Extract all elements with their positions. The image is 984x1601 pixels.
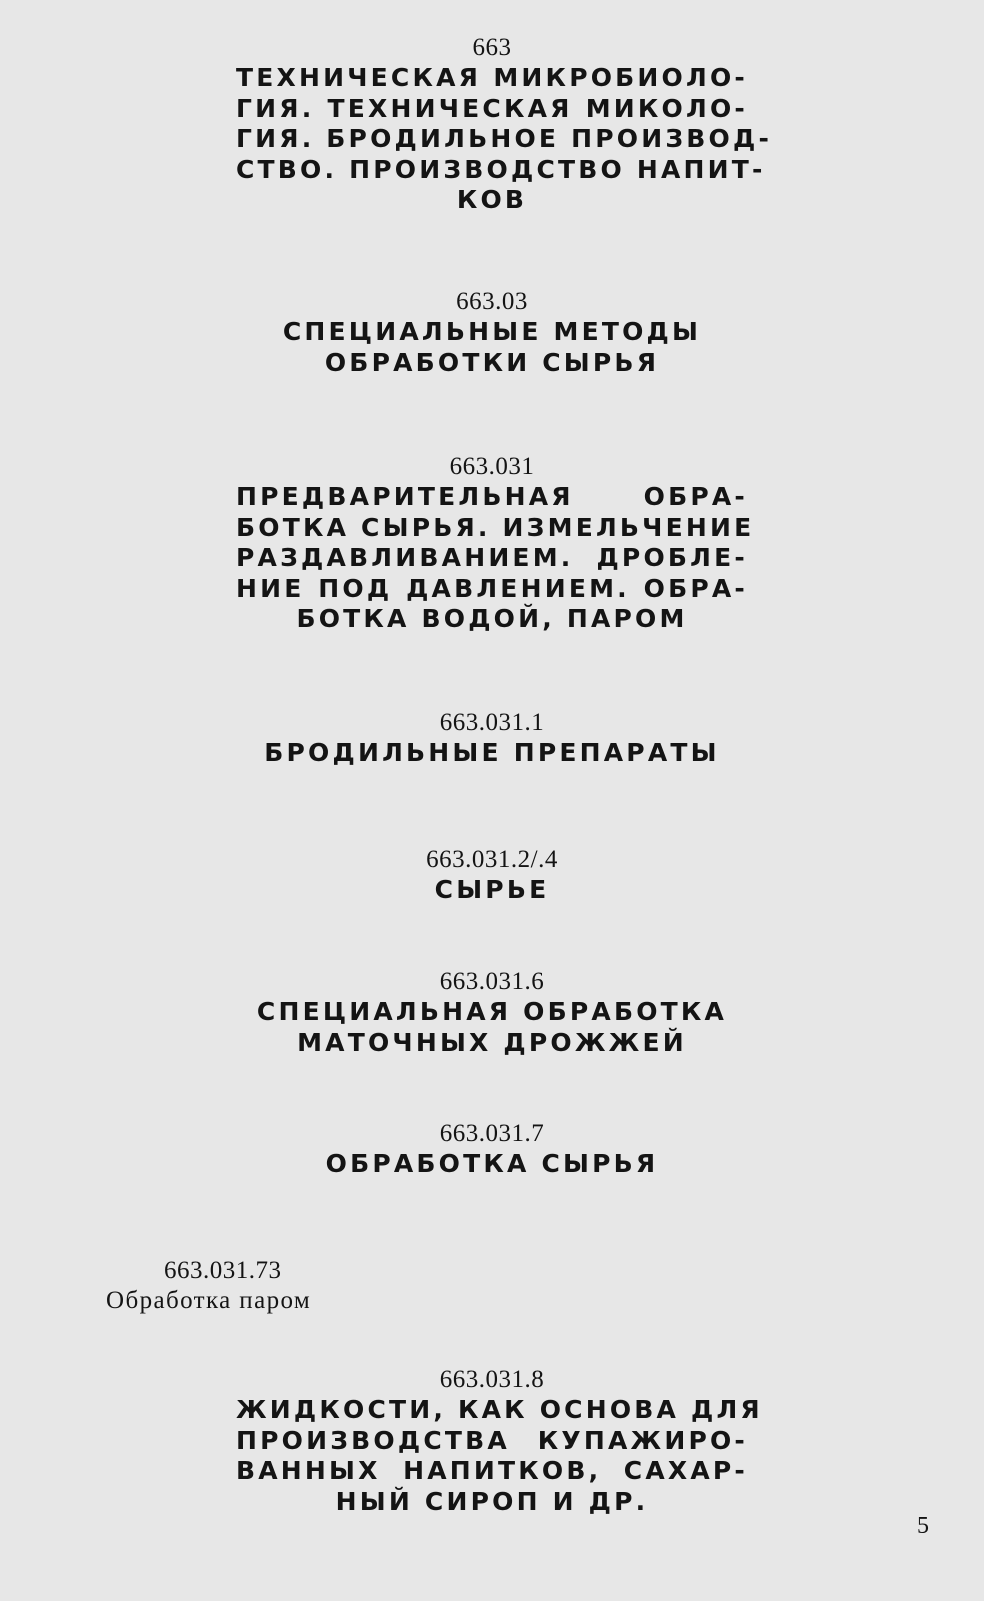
entry-heading: [192, 875, 792, 906]
entry-heading: [236, 1395, 763, 1517]
entry-663: [0, 33, 984, 216]
heading-line: БОТКА ВОДОЙ, ПАРОМ: [296, 604, 688, 633]
heading-line: ГИЯ. БРОДИЛЬНОЕ ПРОИЗВОД-: [236, 124, 773, 153]
entry-heading: [192, 738, 792, 769]
heading-line: КОВ: [456, 185, 528, 214]
heading-line: СПЕЦИАЛЬНАЯ ОБРАБОТКА: [256, 997, 728, 1026]
entry-code: 663.031.1: [439, 709, 545, 736]
entry-663-03: [0, 287, 984, 378]
entry-663-031-6: [0, 967, 984, 1058]
heading-line: ПРЕДВАРИТЕЛЬНАЯ ОБРА-: [236, 482, 748, 511]
entry-heading: [192, 997, 792, 1058]
heading-line: РАЗДАВЛИВАНИЕМ. ДРОБЛЕ-: [236, 543, 748, 572]
entry-663-031-8: [0, 1365, 984, 1517]
page-number: 5: [917, 1513, 929, 1539]
entry-heading: [192, 1149, 792, 1180]
entry-663-031-1: [0, 708, 984, 769]
entry-code: 663.031.2/.4: [426, 846, 558, 873]
heading-line: ПРОИЗВОДСТВА КУПАЖИРО-: [236, 1425, 748, 1455]
heading-line: БОТКА СЫРЬЯ. ИЗМЕЛЬЧЕНИЕ: [236, 512, 755, 542]
entry-663-031: [0, 452, 984, 635]
entry-code: 663.031: [449, 453, 535, 480]
entry-heading: [236, 482, 755, 635]
entry-code: 663.03: [456, 288, 528, 315]
heading-line: ГИЯ. ТЕХНИЧЕСКАЯ МИКОЛО-: [236, 93, 748, 123]
entry-663-031-73: [106, 1256, 426, 1316]
entry-code: 663.031.8: [439, 1366, 545, 1393]
entry-663-031-7: [0, 1119, 984, 1180]
heading-line: ОБРАБОТКА СЫРЬЯ: [325, 1149, 659, 1178]
heading-line: СПЕЦИАЛЬНЫЕ МЕТОДЫ: [282, 317, 702, 346]
entry-code: 663.031.6: [439, 968, 545, 995]
entry-text: Обработка паром: [106, 1287, 312, 1314]
heading-line: СЫРЬЕ: [434, 875, 550, 904]
heading-line: ТЕХНИЧЕСКАЯ МИКРОБИОЛО-: [236, 63, 748, 92]
heading-line: МАТОЧНЫХ ДРОЖЖЕЙ: [297, 1027, 687, 1057]
heading-line: ЖИДКОСТИ, КАК ОСНОВА ДЛЯ: [236, 1395, 763, 1424]
entry-code: 663.031.73: [164, 1257, 282, 1284]
heading-line: НЫЙ СИРОП И ДР.: [335, 1486, 649, 1516]
heading-line: ОБРАБОТКИ СЫРЬЯ: [324, 347, 660, 377]
heading-line: БРОДИЛЬНЫЕ ПРЕПАРАТЫ: [264, 738, 720, 767]
entry-663-031-2-4: [0, 845, 984, 906]
heading-line: НИЕ ПОД ДАВЛЕНИЕМ. ОБРА-: [236, 573, 748, 603]
entry-heading: [192, 317, 792, 378]
heading-line: ВАННЫХ НАПИТКОВ, САХАР-: [236, 1456, 748, 1485]
heading-line: СТВО. ПРОИЗВОДСТВО НАПИТ-: [236, 154, 766, 184]
entry-code: 663.031.7: [439, 1120, 545, 1147]
entry-code: 663: [472, 34, 512, 61]
entry-heading: [236, 63, 773, 216]
